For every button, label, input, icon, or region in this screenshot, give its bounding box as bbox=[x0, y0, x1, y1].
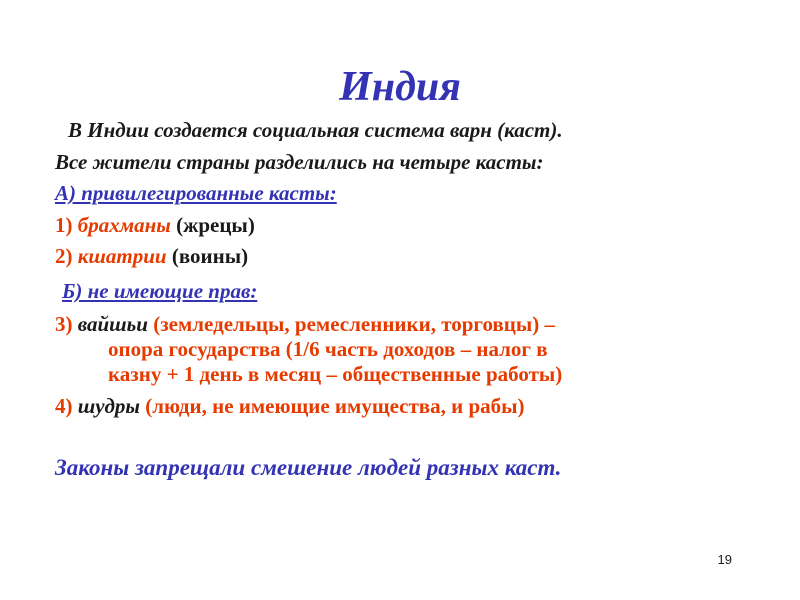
list-item-3 bbox=[55, 311, 555, 337]
list-item-2 bbox=[55, 243, 248, 269]
list-item-1 bbox=[55, 212, 255, 238]
item-3-description-3: казну + 1 день в месяц – общественные работы) bbox=[108, 362, 563, 386]
item-3-name: вайшьи bbox=[77, 312, 148, 336]
item-4-name: шудры bbox=[77, 394, 140, 418]
item-2-name: кшатрии bbox=[77, 244, 167, 268]
intro-line-2: Все жители страны разделились на четыре касты: bbox=[55, 150, 544, 174]
slide-title: Индия bbox=[339, 64, 461, 110]
list-item-4 bbox=[55, 393, 525, 419]
group-a-heading: А) привилегированные касты: bbox=[55, 181, 337, 205]
item-1-description: (жрецы) bbox=[170, 213, 255, 237]
intro-line-1: В Индии создается социальная система варн (каст). bbox=[68, 118, 563, 142]
item-1-number: 1) bbox=[55, 213, 78, 237]
item-2-description: (воины) bbox=[166, 244, 249, 268]
conclusion-text: Законы запрещали смешение людей разных каст. bbox=[55, 455, 562, 480]
item-2-number: 2) bbox=[55, 244, 78, 268]
item-3-number: 3) bbox=[55, 312, 78, 336]
item-1-name: брахманы bbox=[77, 213, 171, 237]
item-3-description-1: (земледельцы, ремесленники, торговцы) – bbox=[147, 312, 556, 336]
page-number: 19 bbox=[717, 552, 732, 567]
item-4-number: 4) bbox=[55, 394, 78, 418]
item-4-description: (люди, не имеющие имущества, и рабы) bbox=[140, 394, 525, 418]
group-b-heading: Б) не имеющие прав: bbox=[62, 279, 258, 303]
item-3-description-2: опора государства (1/6 часть доходов – налог в bbox=[108, 337, 548, 361]
